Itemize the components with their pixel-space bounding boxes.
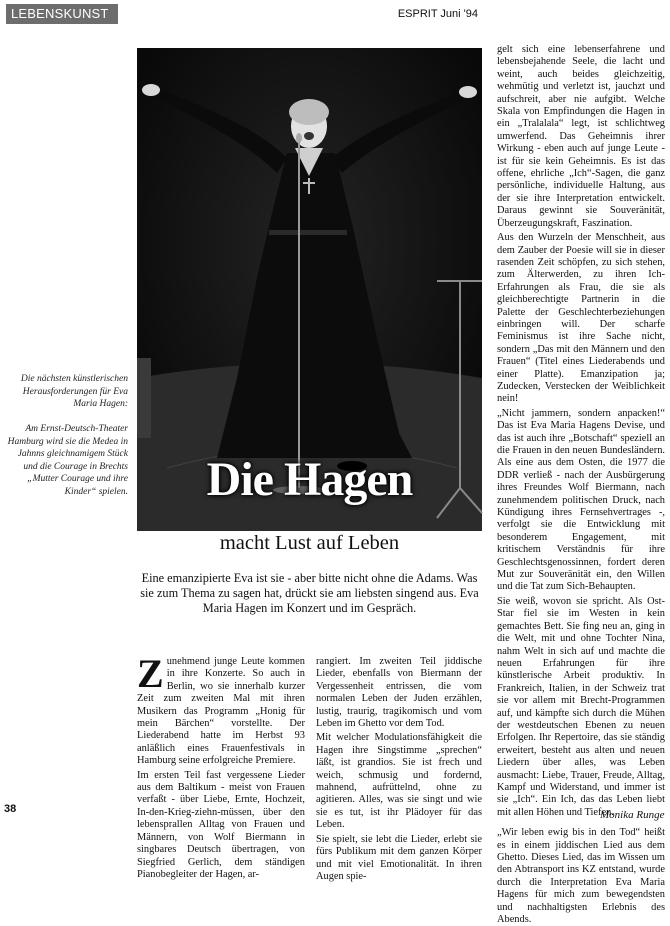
concert-photo bbox=[137, 48, 482, 531]
subtitle: macht Lust auf Leben bbox=[219, 532, 400, 554]
page-header bbox=[0, 0, 670, 26]
article-paragraph: rangiert. Im zweiten Teil jiddische Lieder, ebenfalls von Biermann der Vergessenheit entrissen, die vom normalen Leben der Juden erzählen, lustig, traurig, tragikomisch und vom Leben im Ghetto vor dem Tod. bbox=[316, 656, 482, 730]
article-paragraph: „Nicht jammern, sondern anpacken!“ Das ist Eva Maria Hagens Devise, und das ist auch ihre „Botschaft“ speziell an die Frauen in den neuen Bundesländern. Als eine aus dem Osten, die 1977 die DDR verließ - nach der Ausbürgerung ihres Freundes Wolf Biermann, nach zunehmendem politischen Druck, nach Kündigung ihres Fernsehvertrages -, verfolgt sie die Entwicklung mit besonderem Engagement, mit kritischem Verständnis für ihre Geschlechtsgenossinnen, fordert deren Mut zur Souveränität ein, den Willen und die Tat zum Sich-Behaupten. bbox=[497, 407, 665, 593]
article-paragraph: Sie spielt, sie lebt die Lieder, erlebt sie fürs Publikum mit dem ganzen Körper und mit viel Emotionalität. In ihren Augen spie- bbox=[316, 833, 482, 882]
article-column-1 bbox=[137, 651, 305, 881]
article-paragraph bbox=[137, 651, 305, 768]
caption-intro: Die nächsten künstlerischen Herausforderungen für Eva Maria Hagen: bbox=[20, 374, 128, 409]
drop-cap: Z bbox=[137, 651, 164, 696]
author-name: Monika Runge bbox=[600, 809, 665, 821]
article-paragraph: Im ersten Teil fast vergessene Lieder aus dem Baltikum - meist von Frauen verfaßt - über Liebe, Ernte, Hochzeit, In-den-Krieg-ziehn-müssen, über den lebensprallen Alltag von Frauen und Männern, von Wolf Biermann in singbares Deutsch übertragen, von Siegfried Gerlich, dem ständigen Pianobegleiter der Hagen, ar- bbox=[137, 769, 305, 880]
section-label: LEBENSKUNST bbox=[6, 4, 118, 24]
article-paragraph: „Wir leben ewig bis in den Tod“ heißt es in einem jiddischen Lied aus dem Ghetto. Dieses Lied, das im Wissen um den Abtransport ins KZ entstand, wurde durch die Interpretation Eva Maria Hagens für mich zum bewegendsten und nachhaltigsten Erlebnis des Abends. bbox=[497, 827, 665, 926]
caption-body: Am Ernst-Deutsch-Theater Hamburg wird sie die Medea in Jahnns gleichnamigem Stück und die Courage in Brechts „Mutter Courage und ihre Kinder“ spielen. bbox=[7, 424, 128, 497]
article-paragraph: Sie weiß, wovon sie spricht. Als Ost-Star fiel sie im Westen in kein gemachtes Bett. Sie fing neu an, ging in die Welt, mit und ohne Tochter Nina, nahm Welt in sich auf und machte die neuen Erfahrungen für ihre künstlerische Arbeit produktiv. In Frankreich, Italien, in der Schweiz trat sie vor allem mit Brecht-Programmen auf, und kämpfte sich durch die Mühen der westdeutschen Ebenen zu neuen Erfolgen. Ihr Repertoire, das sie ständig erweitert, besteht aus alten und neuen Liedern über alles, was Leben ausmacht: Liebe, Trauer, Freude, Alltag, Kampf und Widerstand, und immer ist sie „Ich“. Ein Ich, das das Leben liebt mit allen Höhen und Tiefen. bbox=[497, 595, 665, 818]
article-paragraph: gelt sich eine lebenserfahrene und lebensbejahende Seele, die lacht und weint, auch beides gleichzeitig, wehmütig und verletzt ist, jauchzt und aufschreit, aber nie aufgibt. Welche Skala von Empfindungen die Hagen in ein „Tralalala“ legt, ist schlichtweg umwerfend. Das Geheimnis ihrer Wirkung - eben auch auf junge Leute - ist für sie kein Geheimnis. Es ist das offene, ehrliche „Ich“-Sagen, die ganz persönliche, individuelle Haltung, aus der sie ihre Interpretation entwickelt. Daraus gewinnt sie Souveränität, Überzeugungskraft, Faszination. bbox=[497, 44, 665, 229]
lead-paragraph: Eine emanzipierte Eva ist sie - aber bitte nicht ohne die Adams. Was sie zum Thema zu sagen hat, drückt sie am liebsten singend aus. Eva Maria Hagen im Konzert und im Gespräch. bbox=[140, 571, 479, 615]
article-paragraph: Aus den Wurzeln der Menschheit, aus dem Zauber der Poesie will sie in dieser rasenden Zeit schöpfen, zu sich stehen, zum Älterwerden, zu ihren Ich-Erfahrungen als Frau, die sie als gleichberechtigte Partnerin in die Palette der Geschlechterbeziehungen einbringen will. Der scharfe Feminismus ist ihre Sache nicht, sondern „Das mit den Männern und den Frauen“ (Titel eines Liederabends und einer Platte). Emanzipation ja; Zudecken, Verstecken der Weiblichkeit nein! bbox=[497, 232, 665, 405]
article-column-3 bbox=[497, 44, 665, 926]
headline: Die Hagen bbox=[206, 453, 413, 506]
article-column-2 bbox=[316, 656, 482, 883]
page-number: 38 bbox=[4, 803, 17, 815]
paragraph-text: unehmend junge Leute kommen in ihre Konzerte. So auch in Berlin, wo sie innerhalb kurzer Zeit zum zweiten Mal mit ihren Musikern das Programm „Honig für mein Bärchen“ vorstellte. Der Liederabend hatte im Herbst 93 anläßlich eines Frauenfestivals in Hamburg seine erfolgreiche Premiere. bbox=[137, 656, 305, 767]
article-paragraph: Mit welcher Modulationsfähigkeit die Hagen ihre Singstimme „sprechen“ läßt, ist grandios. Sie ist frech und weich, schmusig und fordernd, mahnend, aufrüttelnd, ohne zu agitieren. Alles, was sie singt und wie sie es tut, ist ihr Plädoyer für das Leben. bbox=[316, 732, 482, 831]
issue-label: ESPRIT Juni '94 bbox=[397, 8, 478, 20]
